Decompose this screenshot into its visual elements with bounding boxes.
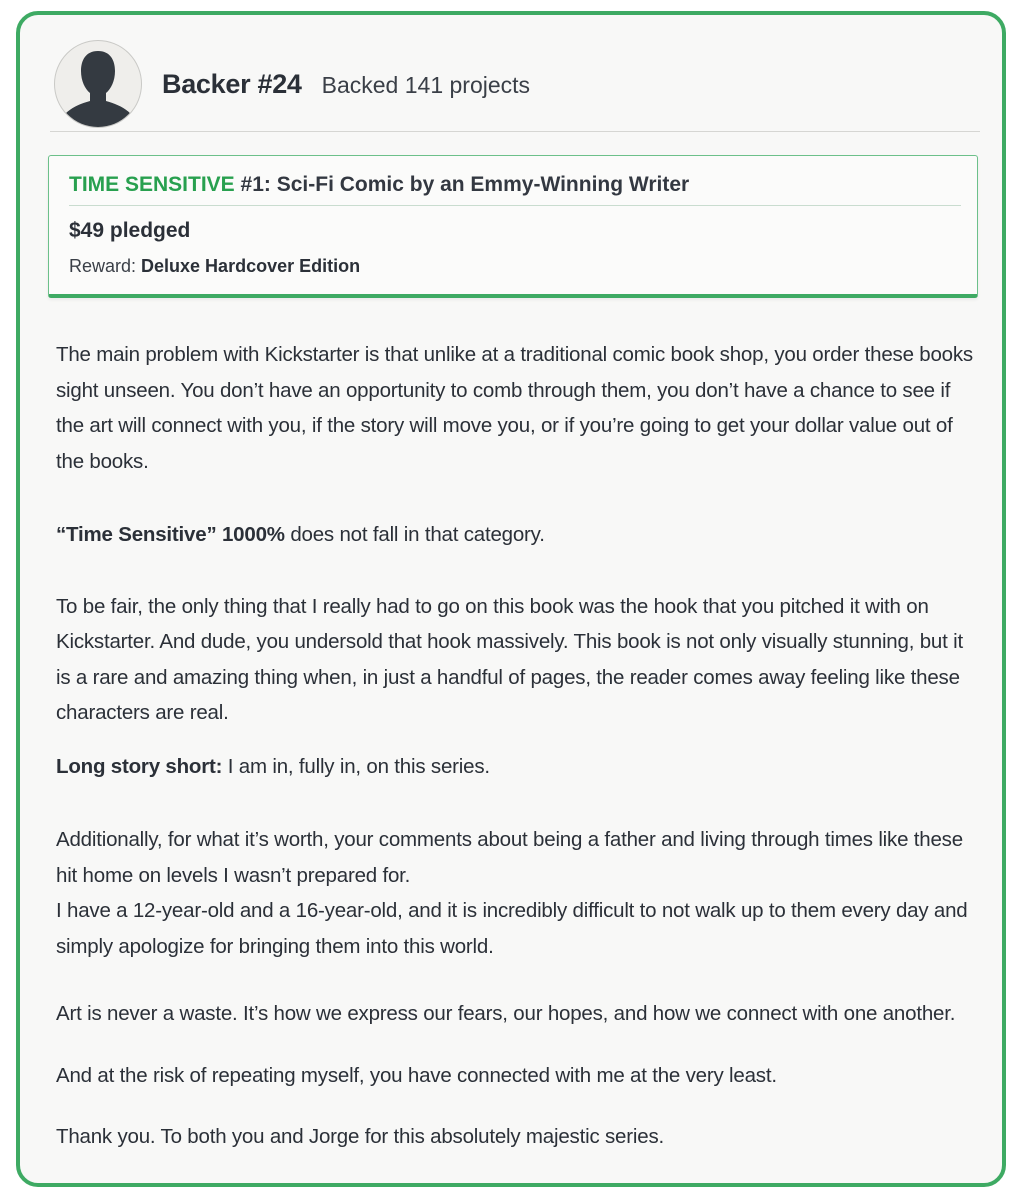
header-divider (50, 131, 980, 132)
pledge-divider (69, 205, 961, 206)
comment-body (56, 337, 976, 1155)
comment-paragraph: And at the risk of repeating myself, you have connected with me at the very least. (56, 1063, 777, 1087)
pledge-amount: $49 pledged (69, 219, 191, 242)
backed-projects-count: Backed 141 projects (321, 72, 531, 98)
paragraph-text: does not fall in that category. (284, 523, 545, 546)
reward-line (69, 256, 360, 277)
comment-paragraph: To be fair, the only thing that I really had to go on this book was the hook that you pitched it with on Kickstarter. And dude, you undersold that hook massively. This book is not only visually stunning, but it is a rare and amazing thing when, in just a handful of pages, the reader comes away feeling like these characters are real. (56, 594, 963, 724)
project-title-rest: #1: Sci-Fi Comic by an Emmy-Winning Writer (234, 173, 690, 196)
comment-paragraph: I have a 12-year-old and a 16-year-old, and it is incredibly difficult to not walk up to them every day and simply apologize for bringing them into this world. (56, 899, 968, 958)
pledge-summary (48, 155, 978, 298)
backer-comment-card (16, 11, 1006, 1187)
emphasis-text: “Time Sensitive” 1000% (56, 523, 285, 546)
user-silhouette-icon (55, 41, 141, 127)
backer-name[interactable]: Backer #24 (162, 68, 302, 99)
paragraph-text: I am in, fully in, on this series. (222, 754, 490, 778)
comment-paragraph: Additionally, for what it’s worth, your comments about being a father and living through times like these hit home on levels I wasn’t prepared for. (56, 828, 963, 887)
avatar[interactable] (54, 40, 142, 128)
comment-paragraph (56, 749, 976, 785)
comment-header (54, 40, 530, 128)
comment-paragraph: The main problem with Kickstarter is that unlike at a traditional comic book shop, you order these books sight unseen. You don’t have an opportunity to comb through them, you don’t have a chance to see if the art will connect with you, if the story will move you, or if you’re going to get your dollar value out of the books. (56, 343, 973, 473)
project-title-accent: TIME SENSITIVE (69, 173, 235, 196)
emphasis-text: Long story short: (56, 754, 223, 778)
reward-value: Deluxe Hardcover Edition (141, 256, 361, 276)
comment-paragraph (56, 517, 976, 553)
comment-paragraph: Thank you. To both you and Jorge for this absolutely majestic series. (56, 1125, 664, 1148)
reward-label: Reward: (69, 256, 142, 276)
comment-paragraph: Art is never a waste. It’s how we express our fears, our hopes, and how we connect with one another. (56, 1002, 956, 1025)
project-title[interactable] (69, 173, 689, 197)
